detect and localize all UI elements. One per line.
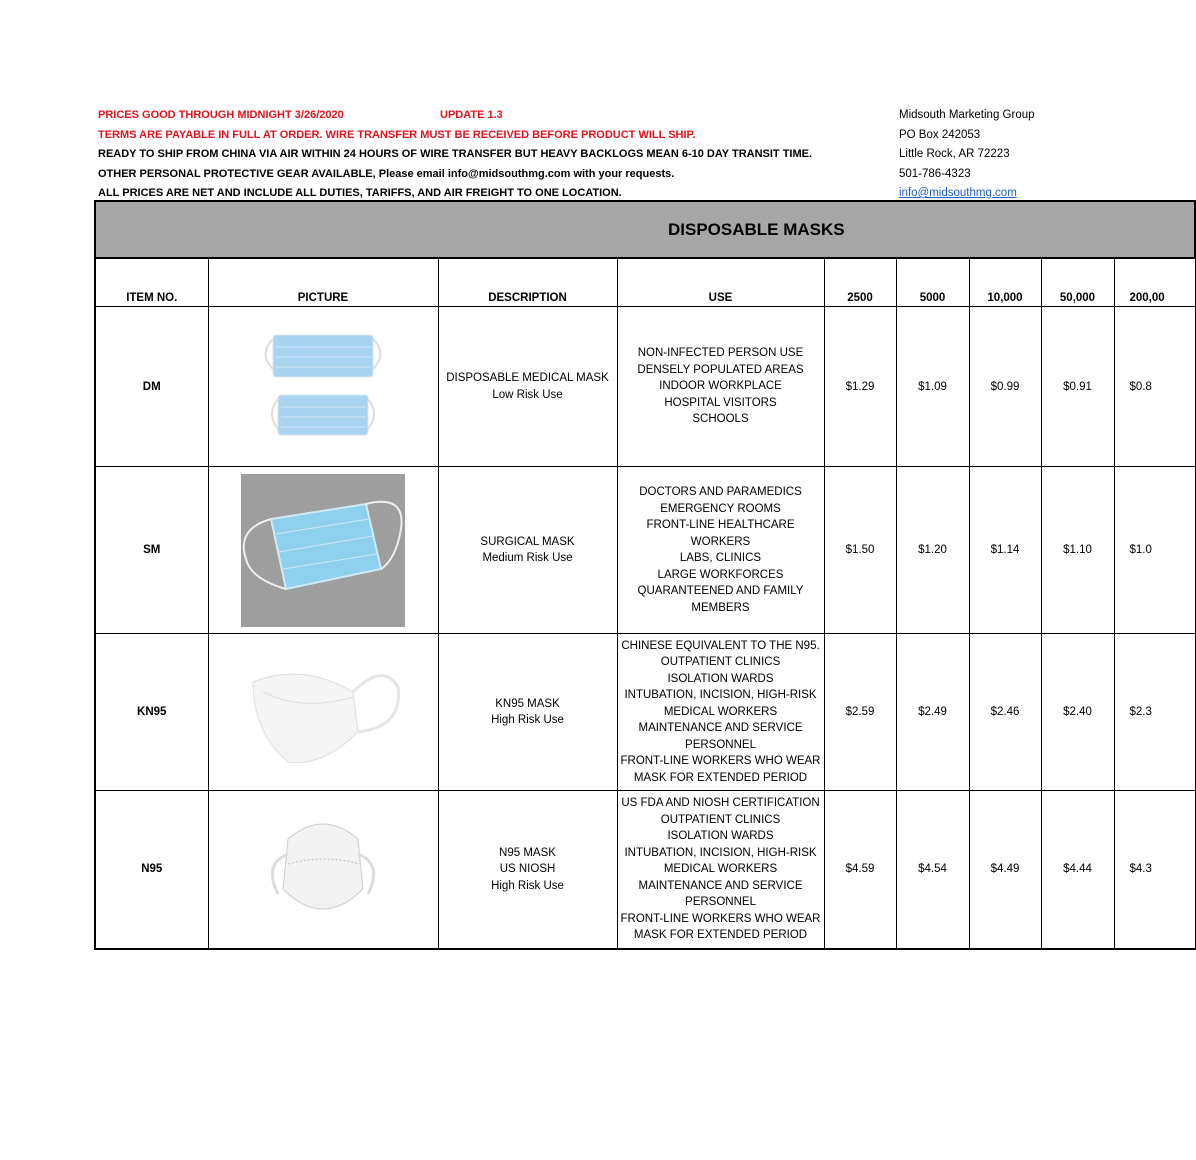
- column-header: 10,000: [969, 258, 1041, 307]
- use-line: CHINESE EQUIVALENT TO THE N95.: [621, 639, 820, 652]
- description-line: High Risk Use: [491, 714, 564, 726]
- column-header: ITEM NO.: [95, 258, 208, 307]
- use-line: MASK FOR EXTENDED PERIOD: [633, 771, 808, 784]
- price-cell: $4.49: [969, 791, 1041, 949]
- description-line: N95 MASK: [499, 846, 556, 859]
- description-line: High Risk Use: [491, 879, 564, 892]
- column-header: 2500: [824, 258, 896, 307]
- use-line: MASK FOR EXTENDED PERIOD: [633, 929, 808, 941]
- use-line: ISOLATION WARDS: [667, 672, 774, 685]
- use-line: QUARANTEENED AND FAMILY: [637, 585, 804, 597]
- use-line: ISOLATION WARDS: [667, 830, 774, 842]
- prices-valid-text: PRICES GOOD THROUGH MIDNIGHT 3/26/2020: [98, 109, 344, 121]
- table-row: [95, 307, 1195, 467]
- use-line: LARGE WORKFORCES: [657, 568, 784, 581]
- description-line: US NIOSH: [499, 863, 556, 875]
- item-number: KN95: [95, 634, 208, 791]
- use-line: FRONT-LINE WORKERS WHO WEAR: [620, 912, 821, 925]
- use-line: INTUBATION, INCISION, HIGH-RISK: [624, 846, 817, 859]
- use-line: MEDICAL WORKERS: [663, 863, 778, 875]
- column-header: USE: [617, 258, 824, 307]
- price-cell: $0.99: [969, 307, 1041, 467]
- price-cell: $0.91: [1041, 307, 1114, 467]
- price-cell: $1.0: [1114, 467, 1195, 634]
- use-line: NON-INFECTED PERSON USE: [637, 347, 804, 360]
- use-line: INDOOR WORKPLACE: [659, 380, 782, 393]
- prices-valid-note: [98, 106, 812, 126]
- product-image: [208, 791, 438, 949]
- price-cell: $4.44: [1041, 791, 1114, 949]
- price-table: [94, 200, 1196, 950]
- use-line: DOCTORS AND PARAMEDICS: [639, 486, 802, 498]
- price-cell: $1.20: [896, 467, 969, 634]
- column-header: 200,00: [1114, 258, 1195, 307]
- price-cell: $2.49: [896, 634, 969, 791]
- price-cell: $1.10: [1041, 467, 1114, 634]
- use-line: DENSELY POPULATED AREAS: [637, 363, 804, 376]
- use-line: INTUBATION, INCISION, HIGH-RISK: [624, 689, 817, 702]
- table-row: [95, 467, 1195, 634]
- email-link[interactable]: info@midsouthmg.com: [899, 187, 1017, 199]
- description: [438, 634, 617, 791]
- price-cell: $2.46: [969, 634, 1041, 791]
- item-number: N95: [95, 791, 208, 949]
- item-number: SM: [95, 467, 208, 634]
- description: [438, 307, 617, 467]
- terms-notes: [98, 106, 812, 204]
- description-line: DISPOSABLE MEDICAL MASK: [446, 372, 609, 384]
- price-cell: $0.8: [1114, 307, 1195, 467]
- use-line: PERSONNEL: [685, 896, 756, 908]
- update-version: UPDATE 1.3: [440, 109, 503, 121]
- use-line: US FDA AND NIOSH CERTIFICATION: [621, 797, 820, 809]
- description-line: Low Risk Use: [492, 388, 563, 401]
- description: [438, 467, 617, 634]
- product-image: [208, 467, 438, 634]
- use-line: MAINTENANCE AND SERVICE: [638, 879, 803, 892]
- product-image: [208, 634, 438, 791]
- price-cell: $4.59: [824, 791, 896, 949]
- column-header: PICTURE: [208, 258, 438, 307]
- use-cases: [617, 634, 824, 791]
- shipping-note: READY TO SHIP FROM CHINA VIA AIR WITHIN 24 HOURS OF WIRE TRANSFER BUT HEAVY BACKLOGS MEAN 6-10 DAY TRANSIT TIME.: [98, 148, 813, 160]
- use-line: EMERGENCY ROOMS: [660, 502, 781, 515]
- use-line: PERSONNEL: [685, 738, 756, 751]
- column-header: DESCRIPTION: [438, 258, 617, 307]
- use-line: MEMBERS: [691, 601, 750, 614]
- mask-image-icon: [209, 809, 438, 929]
- description-line: Medium Risk Use: [482, 552, 573, 564]
- table-row: [95, 791, 1195, 949]
- column-header: 50,000: [1041, 258, 1114, 307]
- price-cell: $1.14: [969, 467, 1041, 634]
- po-box: PO Box 242053: [899, 128, 981, 141]
- product-image: [208, 307, 438, 467]
- column-header: 5000: [896, 258, 969, 307]
- mask-image-icon: [209, 652, 438, 772]
- item-number: DM: [95, 307, 208, 467]
- use-line: OUTPATIENT CLINICS: [660, 813, 781, 826]
- company-address: [899, 106, 1035, 204]
- use-line: FRONT-LINE WORKERS WHO WEAR: [620, 755, 821, 768]
- description: [438, 791, 617, 949]
- table-row: [95, 634, 1195, 791]
- use-cases: [617, 791, 824, 949]
- ppe-note: OTHER PERSONAL PROTECTIVE GEAR AVAILABLE, Please email info@midsouthmg.com with your requests.: [98, 167, 675, 180]
- use-line: HOSPITAL VISITORS: [664, 396, 777, 409]
- price-cell: $4.54: [896, 791, 969, 949]
- price-cell: $1.50: [824, 467, 896, 634]
- use-line: SCHOOLS: [692, 413, 749, 426]
- price-cell: $4.3: [1114, 791, 1195, 949]
- description-line: KN95 MASK: [495, 697, 560, 710]
- phone: 501-786-4323: [899, 167, 971, 180]
- use-line: FRONT-LINE HEALTHCARE WORKERS: [646, 519, 795, 548]
- pricing-note: ALL PRICES ARE NET AND INCLUDE ALL DUTIES, TARIFFS, AND AIR FREIGHT TO ONE LOCATION.: [98, 187, 622, 199]
- use-line: OUTPATIENT CLINICS: [660, 656, 781, 669]
- price-cell: $2.59: [824, 634, 896, 791]
- use-cases: [617, 307, 824, 467]
- use-cases: [617, 467, 824, 634]
- price-cell: $2.40: [1041, 634, 1114, 791]
- company-name: Midsouth Marketing Group: [899, 109, 1035, 121]
- use-line: MAINTENANCE AND SERVICE: [638, 722, 803, 735]
- city: Little Rock, AR 72223: [899, 148, 1010, 160]
- price-cell: $2.3: [1114, 634, 1195, 791]
- use-line: LABS, CLINICS: [679, 552, 762, 564]
- price-cell: $1.29: [824, 307, 896, 467]
- mask-image-icon: [209, 327, 438, 447]
- price-cell: $1.09: [896, 307, 969, 467]
- mask-image-icon: [209, 474, 438, 627]
- use-line: MEDICAL WORKERS: [663, 705, 778, 718]
- description-line: SURGICAL MASK: [480, 535, 575, 548]
- table-title: DISPOSABLE MASKS: [95, 201, 1195, 258]
- payment-terms: TERMS ARE PAYABLE IN FULL AT ORDER. WIRE TRANSFER MUST BE RECEIVED BEFORE PRODUCT WILL SHIP.: [98, 128, 696, 141]
